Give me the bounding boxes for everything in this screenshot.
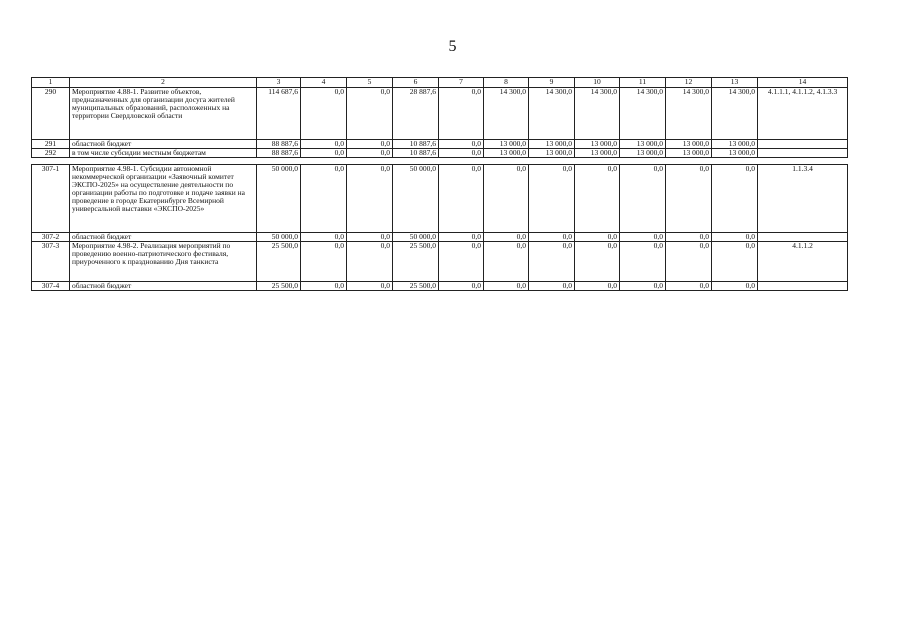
amount-cell: 13 000,0: [620, 140, 666, 149]
amount-cell: 0,0: [712, 282, 758, 291]
row-number-cell: 307-3: [32, 242, 70, 282]
amount-cell: 13 000,0: [666, 140, 712, 149]
amount-cell: 13 000,0: [529, 149, 575, 158]
amount-cell: 0,0: [666, 165, 712, 233]
amount-cell: 0,0: [529, 242, 575, 282]
row-number-cell: 307-1: [32, 165, 70, 233]
amount-cell: 25 500,0: [393, 282, 439, 291]
amount-cell: 0,0: [439, 233, 484, 242]
amount-cell: 0,0: [712, 242, 758, 282]
amount-cell: 28 887,6: [393, 88, 439, 140]
amount-cell: 13 000,0: [666, 149, 712, 158]
amount-cell: 0,0: [347, 233, 393, 242]
amount-cell: 0,0: [347, 165, 393, 233]
row-number-cell: 290: [32, 88, 70, 140]
column-number-cell: 9: [529, 78, 575, 88]
amount-cell: 0,0: [529, 282, 575, 291]
table-row: [32, 140, 848, 149]
table-row: [32, 165, 848, 233]
amount-cell: 0,0: [301, 242, 347, 282]
amount-cell: 14 300,0: [484, 88, 529, 140]
amount-cell: 10 887,6: [393, 149, 439, 158]
amount-cell: 50 000,0: [393, 233, 439, 242]
column-number-cell: 1: [32, 78, 70, 88]
amount-cell: 0,0: [575, 282, 620, 291]
amount-cell: 13 000,0: [529, 140, 575, 149]
description-cell: областной бюджет: [70, 282, 257, 291]
amount-cell: 0,0: [347, 88, 393, 140]
column-number-cell: 8: [484, 78, 529, 88]
target-ref-cell: [758, 233, 848, 242]
budget-table-lower: [31, 164, 848, 291]
description-cell: Мероприятие 4.98-1. Субсидии автономной некоммерческой организации «Заявочный комитет ЭКСПО-2025» на осуществление деятельности по организации работы по подготовке и подаче заявки на проведение в городе Екатеринбурге Всемирной универсальной выставки «ЭКСПО-2025»: [70, 165, 257, 233]
amount-cell: 14 300,0: [620, 88, 666, 140]
description-cell: областной бюджет: [70, 140, 257, 149]
column-number-cell: 13: [712, 78, 758, 88]
amount-cell: 0,0: [347, 140, 393, 149]
amount-cell: 0,0: [439, 242, 484, 282]
target-ref-cell: [758, 140, 848, 149]
column-number-cell: 10: [575, 78, 620, 88]
row-number-cell: 292: [32, 149, 70, 158]
amount-cell: 0,0: [575, 242, 620, 282]
amount-cell: 0,0: [347, 242, 393, 282]
column-number-cell: 2: [70, 78, 257, 88]
amount-cell: 13 000,0: [712, 149, 758, 158]
amount-cell: 14 300,0: [575, 88, 620, 140]
amount-cell: 50 000,0: [393, 165, 439, 233]
amount-cell: 25 500,0: [393, 242, 439, 282]
amount-cell: 88 887,6: [257, 149, 301, 158]
page-number: 5: [448, 38, 457, 55]
description-cell: Мероприятие 4.98-2. Реализация мероприятий по проведению военно-патриотического фестиваля, приуроченного к празднованию Дня танкиста: [70, 242, 257, 282]
target-ref-cell: 4.1.1.2: [758, 242, 848, 282]
amount-cell: 0,0: [484, 242, 529, 282]
amount-cell: 0,0: [301, 233, 347, 242]
target-ref-cell: [758, 282, 848, 291]
amount-cell: 13 000,0: [712, 140, 758, 149]
target-ref-cell: 1.1.3.4: [758, 165, 848, 233]
amount-cell: 0,0: [484, 282, 529, 291]
amount-cell: 114 687,6: [257, 88, 301, 140]
table-row: [32, 149, 848, 158]
amount-cell: 10 887,6: [393, 140, 439, 149]
column-number-cell: 12: [666, 78, 712, 88]
amount-cell: 0,0: [529, 165, 575, 233]
amount-cell: 14 300,0: [666, 88, 712, 140]
description-cell: областной бюджет: [70, 233, 257, 242]
amount-cell: 0,0: [620, 233, 666, 242]
amount-cell: 0,0: [301, 165, 347, 233]
budget-table-upper: [31, 77, 848, 158]
column-number-cell: 6: [393, 78, 439, 88]
amount-cell: 13 000,0: [575, 140, 620, 149]
column-number-cell: 11: [620, 78, 666, 88]
table-header-row: [32, 78, 848, 88]
amount-cell: 25 500,0: [257, 242, 301, 282]
amount-cell: 0,0: [575, 233, 620, 242]
amount-cell: 14 300,0: [712, 88, 758, 140]
amount-cell: 0,0: [666, 242, 712, 282]
amount-cell: 0,0: [712, 165, 758, 233]
table-row: [32, 242, 848, 282]
table-row: [32, 233, 848, 242]
column-number-cell: 7: [439, 78, 484, 88]
amount-cell: 0,0: [439, 165, 484, 233]
description-cell: Мероприятие 4.88-1. Развитие объектов, предназначенных для организации досуга жителей муниципальных образований, расположенных на территории Свердловской области: [70, 88, 257, 140]
amount-cell: 0,0: [484, 233, 529, 242]
target-ref-cell: 4.1.1.1, 4.1.1.2, 4.1.3.3: [758, 88, 848, 140]
amount-cell: 0,0: [347, 149, 393, 158]
row-number-cell: 307-2: [32, 233, 70, 242]
amount-cell: 13 000,0: [620, 149, 666, 158]
target-ref-cell: [758, 149, 848, 158]
row-number-cell: 307-4: [32, 282, 70, 291]
amount-cell: 0,0: [666, 233, 712, 242]
amount-cell: 0,0: [301, 140, 347, 149]
amount-cell: 0,0: [529, 233, 575, 242]
table-row: [32, 282, 848, 291]
amount-cell: 0,0: [301, 88, 347, 140]
description-cell: в том числе субсидии местным бюджетам: [70, 149, 257, 158]
amount-cell: 0,0: [712, 233, 758, 242]
amount-cell: 25 500,0: [257, 282, 301, 291]
amount-cell: 0,0: [301, 149, 347, 158]
column-number-cell: 5: [347, 78, 393, 88]
amount-cell: 14 300,0: [529, 88, 575, 140]
amount-cell: 0,0: [439, 88, 484, 140]
amount-cell: 0,0: [301, 282, 347, 291]
amount-cell: 0,0: [620, 282, 666, 291]
amount-cell: 0,0: [620, 242, 666, 282]
column-number-cell: 3: [257, 78, 301, 88]
amount-cell: 0,0: [620, 165, 666, 233]
amount-cell: 13 000,0: [484, 140, 529, 149]
amount-cell: 0,0: [666, 282, 712, 291]
row-number-cell: 291: [32, 140, 70, 149]
amount-cell: 0,0: [484, 165, 529, 233]
amount-cell: 0,0: [347, 282, 393, 291]
amount-cell: 0,0: [439, 282, 484, 291]
amount-cell: 13 000,0: [484, 149, 529, 158]
amount-cell: 0,0: [439, 149, 484, 158]
amount-cell: 0,0: [575, 165, 620, 233]
amount-cell: 50 000,0: [257, 165, 301, 233]
table-row: [32, 88, 848, 140]
amount-cell: 13 000,0: [575, 149, 620, 158]
column-number-cell: 14: [758, 78, 848, 88]
amount-cell: 50 000,0: [257, 233, 301, 242]
amount-cell: 88 887,6: [257, 140, 301, 149]
column-number-cell: 4: [301, 78, 347, 88]
amount-cell: 0,0: [439, 140, 484, 149]
